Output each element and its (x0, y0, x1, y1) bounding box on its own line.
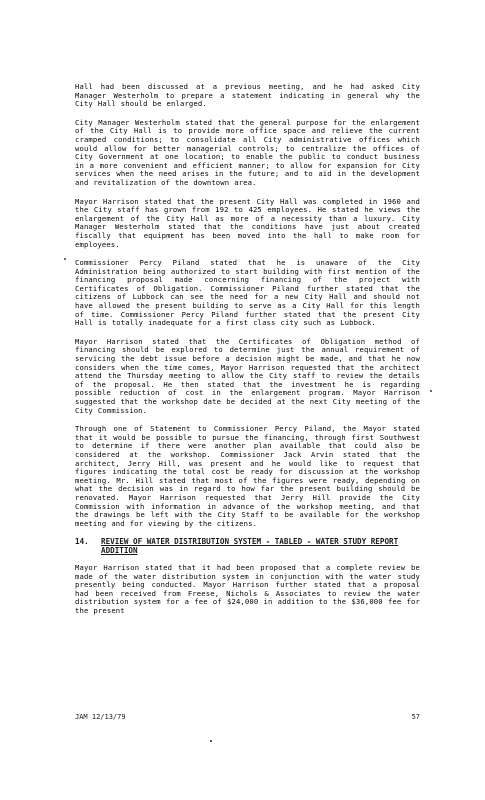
scan-speck (64, 258, 66, 260)
paragraph-2: City Manager Westerholm stated that the general purpose for the enlargement of the City Hall is to provide more office space and relieve the current cramped conditions; to consolidate all City administrative offices which would allow for better managerial controls; to centralize the offices of City Government at one location; to enable the public to conduct business in a more convenient and efficient manner; to allow for expansion for City services when the need arises in the future; and to aid in the development and revitalization of the downtown area. (75, 117, 420, 187)
footer-left: JAM 12/13/79 (75, 713, 126, 721)
section-heading (75, 538, 420, 556)
page-footer (75, 713, 420, 722)
section-number: 14. (75, 537, 89, 547)
paragraph-5: Mayor Harrison stated that the Certificates of Obligation method of financing should be explored to determine just the annual requirement of servicing the debt issue before a decision might be made, and that he now considers when the time comes, Mayor Harrison requested that the architect attend the Thursday meeting to allow the City staff to review the details of the proposal. He then stated that the investment he is regarding possible reduction of cost in the enlargement program. Mayor Harrison suggested that the workshop date be decided at the next City meeting of the City Commission. (75, 336, 420, 415)
scan-speck (430, 390, 432, 392)
paragraph-6: Through one of Statement to Commissioner Percy Piland, the Mayor stated that it would be possible to pursue the financing, through first Southwest to determine if there were another plan available that could also be considered at the workshop. Commissioner Jack Arvin stated that the architect, Jerry Hill, was present and he would like to request that figures indicating the total cost be ready for discussion at the workshop meeting. Mr. Hill stated that most of the figures were ready, depending on what the decision was in regard to how far the present building should be renovated. Mayor Harrison requested that Jerry Hill provide the City Commission with information in advance of the workshop meeting, and that the drawings be left with the City Staff to be available for the workshop meeting and for viewing by the citizens. (75, 424, 420, 528)
page-content (75, 83, 420, 625)
section-title: REVIEW OF WATER DISTRIBUTION SYSTEM - TABLED - WATER STUDY REPORT ADDITION (101, 537, 399, 556)
scan-speck (210, 740, 212, 742)
paragraph-3: Mayor Harrison stated that the present City Hall was completed in 1960 and the City staff has grown from 192 to 425 employees. He stated he views the enlargement of the City Hall as more of a necessity than a luxury. City Manager Westerholm stated that the conditions have just about created fiscally that equipment has been moved into the hall to make room for employees. (75, 196, 420, 249)
paragraph-final: Mayor Harrison stated that it had been proposed that a complete review be made of the water distribution system in conjunction with the water study presently being conducted. Mayor Harrison further stated that a proposal had been received from Freese, Nichols & Associates to review the water distribution system for a fee of $24,000 in addition to the $36,000 fee for the present (75, 562, 420, 615)
paragraph-1: Hall had been discussed at a previous meeting, and he had asked City Manager Westerholm to prepare a statement indicating in general why the City Hall should be enlarged. (75, 82, 420, 109)
paragraph-4: Commissioner Percy Piland stated that he is unaware of the City Administration being authorized to start building with first mention of the financing proposal made concerning financing of the project with Certificates of Obligation. Commissioner Piland further stated that the citizens of Lubbock can see the need for a new City Hall and should not have allowed the present building to serve as a City Hall for this length of time. Commissioner Percy Piland further stated that the present City Hall is totally inadequate for a first class city such as Lubbock. (75, 258, 420, 328)
page-number: 57 (411, 713, 420, 721)
